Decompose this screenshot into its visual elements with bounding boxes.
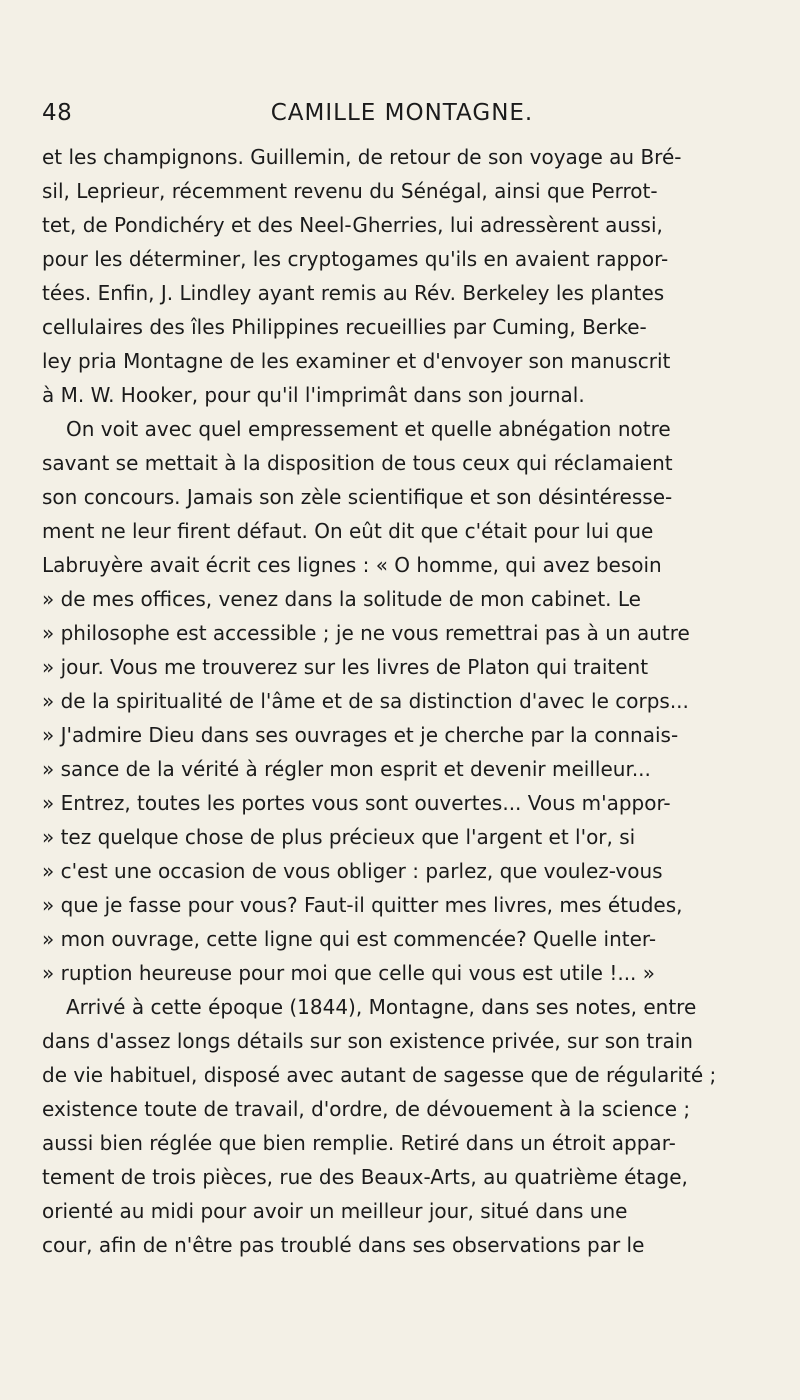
quotation-line: » philosophe est accessible ; je ne vous remettrai pas à un autre xyxy=(42,621,690,645)
paragraph-start-line: On voit avec quel empressement et quelle abnégation notre xyxy=(66,417,671,441)
text-line: aussi bien réglée que bien remplie. Retiré dans un étroit appar- xyxy=(42,1131,676,1155)
body-text xyxy=(42,140,762,1262)
text-line: Labruyère avait écrit ces lignes : « O homme, qui avez besoin xyxy=(42,553,662,577)
text-line: sil, Leprieur, récemment revenu du Sénégal, ainsi que Perrot- xyxy=(42,179,658,203)
running-head xyxy=(42,100,762,130)
quotation-line: » ruption heureuse pour moi que celle qui vous est utile !... » xyxy=(42,961,655,985)
quotation-line: » tez quelque chose de plus précieux que l'argent et l'or, si xyxy=(42,825,636,849)
quotation-line: » jour. Vous me trouverez sur les livres de Platon qui traitent xyxy=(42,655,649,679)
quotation-line: » Entrez, toutes les portes vous sont ouvertes... Vous m'appor- xyxy=(42,791,671,815)
quotation-line: » de mes offices, venez dans la solitude de mon cabinet. Le xyxy=(42,587,641,611)
text-line: dans d'assez longs détails sur son existence privée, sur son train xyxy=(42,1029,693,1053)
text-line: de vie habituel, disposé avec autant de sagesse que de régularité ; xyxy=(42,1063,717,1087)
text-line: ley pria Montagne de les examiner et d'envoyer son manuscrit xyxy=(42,349,671,373)
quotation-line: » c'est une occasion de vous obliger : parlez, que voulez-vous xyxy=(42,859,663,883)
quotation-line: » de la spiritualité de l'âme et de sa distinction d'avec le corps... xyxy=(42,689,689,713)
running-title: CAMILLE MONTAGNE. xyxy=(270,100,534,126)
text-line: son concours. Jamais son zèle scientifique et son désintéresse- xyxy=(42,485,673,509)
paragraph-start-line: Arrivé à cette époque (1844), Montagne, dans ses notes, entre xyxy=(66,995,697,1019)
quotation-line: » sance de la vérité à régler mon esprit et devenir meilleur... xyxy=(42,757,651,781)
text-line: pour les déterminer, les cryptogames qu'ils en avaient rappor- xyxy=(42,247,669,271)
text-line: existence toute de travail, d'ordre, de dévouement à la science ; xyxy=(42,1097,691,1121)
text-line: cour, afin de n'être pas troublé dans ses observations par le xyxy=(42,1233,645,1257)
text-line: à M. W. Hooker, pour qu'il l'imprimât dans son journal. xyxy=(42,383,585,407)
text-line: tement de trois pièces, rue des Beaux-Arts, au quatrième étage, xyxy=(42,1165,688,1189)
quotation-line: » mon ouvrage, cette ligne qui est commencée? Quelle inter- xyxy=(42,927,657,951)
text-line: tées. Enfin, J. Lindley ayant remis au Rév. Berkeley les plantes xyxy=(42,281,665,305)
text-line: orienté au midi pour avoir un meilleur jour, situé dans une xyxy=(42,1199,628,1223)
quotation-line: » que je fasse pour vous? Faut-il quitter mes livres, mes études, xyxy=(42,893,683,917)
text-line: ment ne leur firent défaut. On eût dit que c'était pour lui que xyxy=(42,519,654,543)
quotation-line: » J'admire Dieu dans ses ouvrages et je cherche par la connais- xyxy=(42,723,679,747)
page-number: 48 xyxy=(42,100,73,126)
text-line: tet, de Pondichéry et des Neel-Gherries, lui adressèrent aussi, xyxy=(42,213,663,237)
text-line: cellulaires des îles Philippines recueillies par Cuming, Berke- xyxy=(42,315,647,339)
text-line: et les champignons. Guillemin, de retour de son voyage au Bré- xyxy=(42,145,682,169)
text-line: savant se mettait à la disposition de tous ceux qui réclamaient xyxy=(42,451,673,475)
